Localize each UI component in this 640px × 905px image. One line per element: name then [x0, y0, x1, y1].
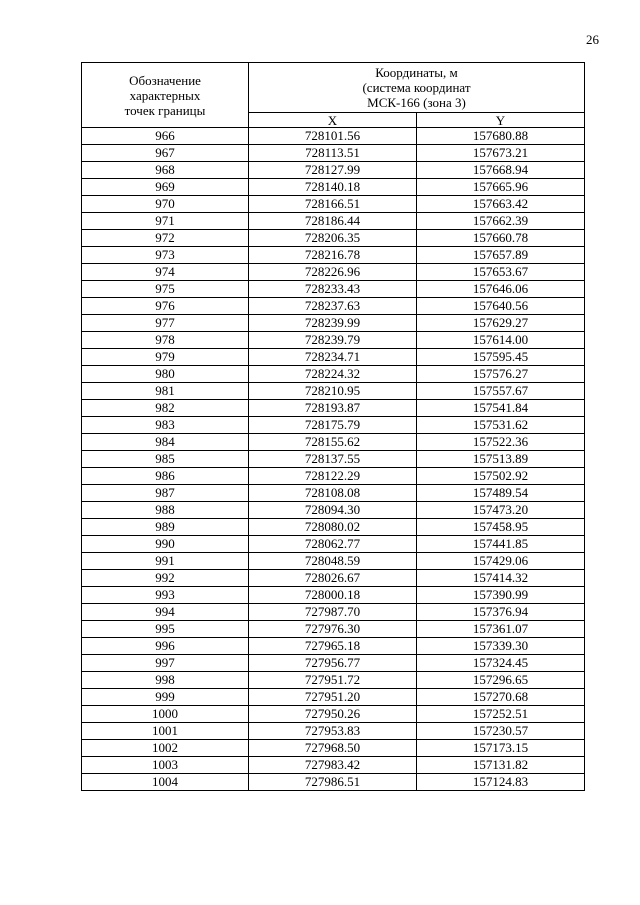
point-id-cell: 980 [82, 366, 249, 383]
x-coordinate-cell: 727983.42 [249, 757, 417, 774]
point-id-cell: 966 [82, 128, 249, 145]
point-id-cell: 981 [82, 383, 249, 400]
x-coordinate-cell: 728140.18 [249, 179, 417, 196]
point-id-cell: 975 [82, 281, 249, 298]
point-id-cell: 971 [82, 213, 249, 230]
table-row [82, 723, 585, 740]
table-row [82, 485, 585, 502]
table-row [82, 230, 585, 247]
y-coordinate-cell: 157665.96 [417, 179, 585, 196]
y-coordinate-cell: 157173.15 [417, 740, 585, 757]
x-coordinate-cell: 727956.77 [249, 655, 417, 672]
y-coordinate-cell: 157663.42 [417, 196, 585, 213]
y-coordinate-cell: 157230.57 [417, 723, 585, 740]
table-row [82, 332, 585, 349]
point-id-cell: 998 [82, 672, 249, 689]
y-coordinate-cell: 157614.00 [417, 332, 585, 349]
table-row [82, 417, 585, 434]
x-coordinate-cell: 728048.59 [249, 553, 417, 570]
x-coordinate-cell: 728234.71 [249, 349, 417, 366]
point-id-cell: 991 [82, 553, 249, 570]
point-id-cell: 1000 [82, 706, 249, 723]
table-row [82, 264, 585, 281]
y-coordinate-cell: 157441.85 [417, 536, 585, 553]
y-coordinate-cell: 157296.65 [417, 672, 585, 689]
x-coordinate-cell: 728155.62 [249, 434, 417, 451]
table-row [82, 145, 585, 162]
x-coordinate-cell: 728137.55 [249, 451, 417, 468]
point-label-header [82, 63, 249, 128]
x-coordinate-cell: 728166.51 [249, 196, 417, 213]
x-coordinate-cell: 728026.67 [249, 570, 417, 587]
point-id-cell: 979 [82, 349, 249, 366]
x-coordinate-cell: 728226.96 [249, 264, 417, 281]
point-id-cell: 983 [82, 417, 249, 434]
table-row [82, 757, 585, 774]
y-coordinate-cell: 157252.51 [417, 706, 585, 723]
table-row [82, 672, 585, 689]
y-coordinate-cell: 157522.36 [417, 434, 585, 451]
point-id-cell: 1002 [82, 740, 249, 757]
table-row [82, 553, 585, 570]
y-coordinate-cell: 157324.45 [417, 655, 585, 672]
y-coordinate-cell: 157429.06 [417, 553, 585, 570]
point-id-cell: 996 [82, 638, 249, 655]
point-id-cell: 1003 [82, 757, 249, 774]
table-row [82, 434, 585, 451]
y-coordinate-cell: 157513.89 [417, 451, 585, 468]
y-coordinate-cell: 157458.95 [417, 519, 585, 536]
y-coordinate-cell: 157124.83 [417, 774, 585, 791]
point-id-cell: 974 [82, 264, 249, 281]
y-coordinate-cell: 157660.78 [417, 230, 585, 247]
table-row [82, 519, 585, 536]
x-coordinate-cell: 728239.99 [249, 315, 417, 332]
table-row [82, 281, 585, 298]
x-coordinate-cell: 728206.35 [249, 230, 417, 247]
point-id-cell: 1001 [82, 723, 249, 740]
point-id-cell: 977 [82, 315, 249, 332]
table-row [82, 706, 585, 723]
y-coordinate-cell: 157557.67 [417, 383, 585, 400]
y-coordinate-cell: 157489.54 [417, 485, 585, 502]
y-coordinate-cell: 157668.94 [417, 162, 585, 179]
y-column-header: Y [417, 113, 585, 128]
x-coordinate-cell: 727976.30 [249, 621, 417, 638]
table-row [82, 774, 585, 791]
coordinates-header-line: Координаты, м [375, 65, 458, 80]
point-id-cell: 1004 [82, 774, 249, 791]
x-coordinate-cell: 728175.79 [249, 417, 417, 434]
y-coordinate-cell: 157376.94 [417, 604, 585, 621]
x-coordinate-cell: 727986.51 [249, 774, 417, 791]
coordinates-header-line: (система координат [362, 80, 471, 95]
x-coordinate-cell: 727965.18 [249, 638, 417, 655]
x-coordinate-cell: 728101.56 [249, 128, 417, 145]
table-row [82, 536, 585, 553]
y-coordinate-cell: 157270.68 [417, 689, 585, 706]
y-coordinate-cell: 157595.45 [417, 349, 585, 366]
table-row [82, 179, 585, 196]
table-row [82, 655, 585, 672]
x-coordinate-cell: 727953.83 [249, 723, 417, 740]
x-coordinate-cell: 728186.44 [249, 213, 417, 230]
y-coordinate-cell: 157339.30 [417, 638, 585, 655]
table-row [82, 298, 585, 315]
point-id-cell: 978 [82, 332, 249, 349]
y-coordinate-cell: 157473.20 [417, 502, 585, 519]
x-coordinate-cell: 728237.63 [249, 298, 417, 315]
table-row [82, 689, 585, 706]
table-row [82, 604, 585, 621]
x-coordinate-cell: 727951.20 [249, 689, 417, 706]
y-coordinate-cell: 157662.39 [417, 213, 585, 230]
point-id-cell: 994 [82, 604, 249, 621]
x-coordinate-cell: 727951.72 [249, 672, 417, 689]
y-coordinate-cell: 157646.06 [417, 281, 585, 298]
point-id-cell: 987 [82, 485, 249, 502]
y-coordinate-cell: 157361.07 [417, 621, 585, 638]
x-coordinate-cell: 727987.70 [249, 604, 417, 621]
point-id-cell: 986 [82, 468, 249, 485]
x-coordinate-cell: 728127.99 [249, 162, 417, 179]
point-id-cell: 992 [82, 570, 249, 587]
y-coordinate-cell: 157657.89 [417, 247, 585, 264]
table-row [82, 400, 585, 417]
point-id-cell: 997 [82, 655, 249, 672]
page-number: 26 [586, 32, 599, 47]
x-coordinate-cell: 727968.50 [249, 740, 417, 757]
x-coordinate-cell: 727950.26 [249, 706, 417, 723]
point-id-cell: 976 [82, 298, 249, 315]
table-row [82, 213, 585, 230]
y-coordinate-cell: 157629.27 [417, 315, 585, 332]
point-id-cell: 973 [82, 247, 249, 264]
x-coordinate-cell: 728224.32 [249, 366, 417, 383]
point-id-cell: 995 [82, 621, 249, 638]
y-coordinate-cell: 157680.88 [417, 128, 585, 145]
table-row [82, 247, 585, 264]
table-row [82, 128, 585, 145]
table-header [82, 63, 585, 128]
table-row [82, 451, 585, 468]
point-id-cell: 984 [82, 434, 249, 451]
table-row [82, 315, 585, 332]
point-id-cell: 970 [82, 196, 249, 213]
x-coordinate-cell: 728113.51 [249, 145, 417, 162]
table-row [82, 196, 585, 213]
y-coordinate-cell: 157502.92 [417, 468, 585, 485]
table-row [82, 621, 585, 638]
y-coordinate-cell: 157414.32 [417, 570, 585, 587]
point-id-cell: 968 [82, 162, 249, 179]
table-row [82, 570, 585, 587]
y-coordinate-cell: 157640.56 [417, 298, 585, 315]
point-label-header-line: характерных [129, 87, 201, 103]
table-body [82, 128, 585, 791]
table-row [82, 366, 585, 383]
point-id-cell: 982 [82, 400, 249, 417]
x-coordinate-cell: 728122.29 [249, 468, 417, 485]
y-coordinate-cell: 157131.82 [417, 757, 585, 774]
y-coordinate-cell: 157541.84 [417, 400, 585, 417]
point-id-cell: 969 [82, 179, 249, 196]
table-row [82, 587, 585, 604]
table-row [82, 468, 585, 485]
x-coordinate-cell: 728216.78 [249, 247, 417, 264]
point-id-cell: 967 [82, 145, 249, 162]
x-coordinate-cell: 728108.08 [249, 485, 417, 502]
x-coordinate-cell: 728094.30 [249, 502, 417, 519]
y-coordinate-cell: 157390.99 [417, 587, 585, 604]
point-label-header-line: точек границы [124, 102, 206, 118]
point-id-cell: 999 [82, 689, 249, 706]
point-id-cell: 990 [82, 536, 249, 553]
x-coordinate-cell: 728233.43 [249, 281, 417, 298]
point-id-cell: 989 [82, 519, 249, 536]
table-row [82, 383, 585, 400]
point-label-header-line: Обозначение [129, 72, 201, 88]
x-coordinate-cell: 728062.77 [249, 536, 417, 553]
y-coordinate-cell: 157653.67 [417, 264, 585, 281]
coordinates-header-line: МСК-166 (зона 3) [367, 95, 466, 110]
point-id-cell: 985 [82, 451, 249, 468]
coordinates-table [81, 62, 585, 791]
table-row [82, 638, 585, 655]
table-row [82, 502, 585, 519]
x-column-header: X [249, 113, 417, 128]
x-coordinate-cell: 728210.95 [249, 383, 417, 400]
y-coordinate-cell: 157673.21 [417, 145, 585, 162]
table-row [82, 349, 585, 366]
table-row [82, 162, 585, 179]
table-row [82, 740, 585, 757]
y-coordinate-cell: 157576.27 [417, 366, 585, 383]
x-coordinate-cell: 728193.87 [249, 400, 417, 417]
point-id-cell: 988 [82, 502, 249, 519]
point-id-cell: 972 [82, 230, 249, 247]
coordinates-group-header [249, 63, 585, 113]
point-id-cell: 993 [82, 587, 249, 604]
x-coordinate-cell: 728080.02 [249, 519, 417, 536]
x-coordinate-cell: 728000.18 [249, 587, 417, 604]
x-coordinate-cell: 728239.79 [249, 332, 417, 349]
y-coordinate-cell: 157531.62 [417, 417, 585, 434]
